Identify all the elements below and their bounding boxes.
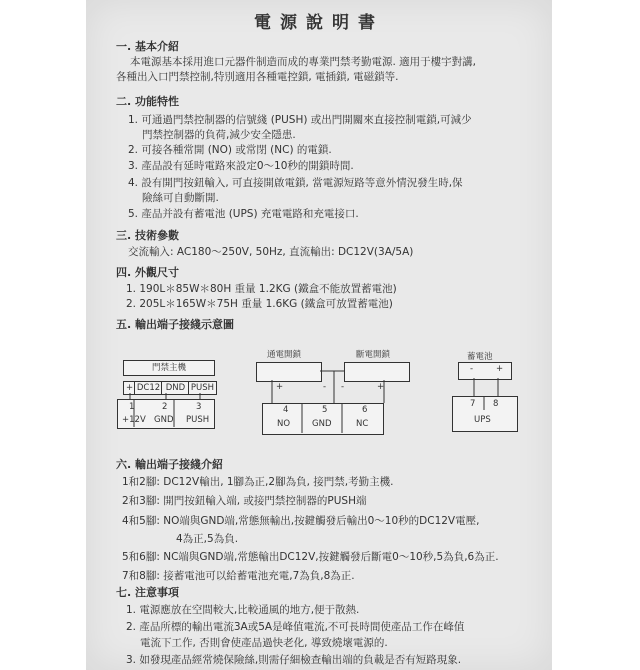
- note-line: 3. 如發現產品經常燒保險絲,則需仔細檢查輸出端的負載是否有短路現象.: [126, 654, 462, 666]
- terminal-intro-line: 2和3腳: 開門按鈕輸入端, 或接門禁控制器的PUSH端: [122, 495, 367, 507]
- battery-minus: -: [470, 364, 474, 374]
- terminal-5-number: 5: [322, 405, 328, 415]
- section-basic-heading: 一. 基本介紹: [116, 40, 180, 53]
- feature-line: 險絲可自動斷開.: [142, 192, 219, 204]
- feature-line: 1. 可通過門禁控制器的信號綫 (PUSH) 或出門開關來直接控制電鎖,可減少: [128, 114, 472, 126]
- powered-open-label: 通電開鎖: [267, 350, 302, 360]
- terminal-intro-line: 4為正,5為負.: [176, 533, 239, 545]
- controller-dnd-label: DND: [161, 381, 190, 395]
- feature-line: 3. 產品設有延時電路來設定0～10秒的開鎖時間.: [128, 160, 354, 172]
- instruction-sheet: [86, 0, 552, 670]
- terminal-4-number: 4: [283, 405, 289, 415]
- terminal-2-label: GND: [154, 415, 174, 425]
- terminal-2-number: 2: [162, 402, 168, 412]
- powered-close-label: 斷電開鎖: [356, 350, 391, 360]
- controller-push-label: PUSH: [188, 381, 217, 395]
- feature-line: 門禁控制器的負荷,減少安全隱患.: [142, 129, 296, 141]
- feature-line: 4. 設有開門按鈕輸入, 可直接開啟電鎖, 當電源短路等意外情況發生時,保: [128, 177, 463, 189]
- terminal-6-number: 6: [362, 405, 368, 415]
- feature-line: 2. 可接各種常開 (NO) 或常閉 (NC) 的電鎖.: [128, 144, 332, 156]
- battery-terminal-block: [452, 396, 518, 432]
- dimension-line: 1. 190L＊85W＊80H 重量 1.2KG (鐵盒不能放置蓄電池): [126, 283, 397, 295]
- terminal-6-label: NC: [356, 419, 369, 429]
- access-controller-title: 門禁主機: [123, 360, 215, 376]
- lock-left-minus: -: [323, 382, 327, 392]
- note-line: 電流下工作, 否則會使產品過快老化, 導致燒壞電源的.: [140, 637, 388, 649]
- battery-plus: +: [496, 364, 504, 374]
- section-dimensions-heading: 四. 外觀尺寸: [116, 266, 180, 279]
- section-features-heading: 二. 功能特性: [116, 95, 180, 108]
- document-title: 電源說明書: [254, 13, 384, 33]
- basic-line: 各種出入口門禁控制,特別適用各種電控鎖, 電插鎖, 電磁鎖等.: [116, 71, 399, 83]
- section-specs-heading: 三. 技術參數: [116, 229, 180, 242]
- section-notes-heading: 七. 注意事項: [116, 586, 180, 599]
- feature-line: 5. 產品并設有蓄電池 (UPS) 充電電路和充電接口.: [128, 208, 359, 220]
- terminal-intro-line: 7和8腳: 接蓄電池可以給蓄電池充電,7為負,8為正.: [122, 570, 355, 582]
- battery-title: 蓄電池: [467, 352, 493, 362]
- terminal-intro-line: 5和6腳: NC端與GND端,常態輸出DC12V,按鍵觸發后斷電0～10秒,5為負,6為正.: [122, 551, 499, 563]
- note-line: 2. 產品所標的輸出電流3A或5A是峰值電流,不可長時間使產品工作在峰值: [126, 621, 465, 633]
- section-terminal-intro-heading: 六. 輸出端子接綫介紹: [116, 458, 224, 471]
- lock-right-minus: -: [341, 382, 345, 392]
- terminal-intro-line: 4和5腳: NO端與GND端,常態無輸出,按鍵觸發后輸出0～10秒的DC12V電壓,: [122, 515, 480, 527]
- lock-box-powered-open: [256, 362, 322, 382]
- terminal-1-label: +12V: [122, 415, 146, 425]
- basic-line: 本電源基本採用進口元器件制造而成的專業門禁考勤電源. 適用于樓宇對講,: [130, 56, 477, 68]
- lock-box-powered-close: [344, 362, 410, 382]
- dimension-line: 2. 205L＊165W＊75H 重量 1.6KG (鐵盒可放置蓄電池): [126, 298, 393, 310]
- note-line: 1. 電源應放在空間較大,比較通風的地方,便于散熱.: [126, 604, 360, 616]
- terminal-4-label: NO: [277, 419, 291, 429]
- terminal-5-label: GND: [312, 419, 332, 429]
- lock-right-plus: +: [377, 382, 385, 392]
- terminal-3-number: 3: [196, 402, 202, 412]
- terminal-3-label: PUSH: [186, 415, 210, 425]
- ups-label: UPS: [474, 415, 491, 425]
- terminal-7-number: 7: [470, 399, 476, 409]
- controller-plus-label: +: [123, 381, 136, 395]
- terminal-1-number: 1: [129, 402, 135, 412]
- lock-left-plus: +: [276, 382, 284, 392]
- battery-box: [458, 362, 512, 380]
- section-wiring-heading: 五. 輸出端子接綫示意圖: [116, 318, 235, 331]
- controller-dc12-label: DC12: [134, 381, 163, 395]
- specs-line: 交流輸入: AC180～250V, 50Hz, 直流輸出: DC12V(3A/5A): [128, 246, 414, 258]
- terminal-intro-line: 1和2腳: DC12V輸出, 1腳為正,2腳為負, 接門禁,考勤主機.: [122, 476, 394, 488]
- terminal-8-number: 8: [493, 399, 499, 409]
